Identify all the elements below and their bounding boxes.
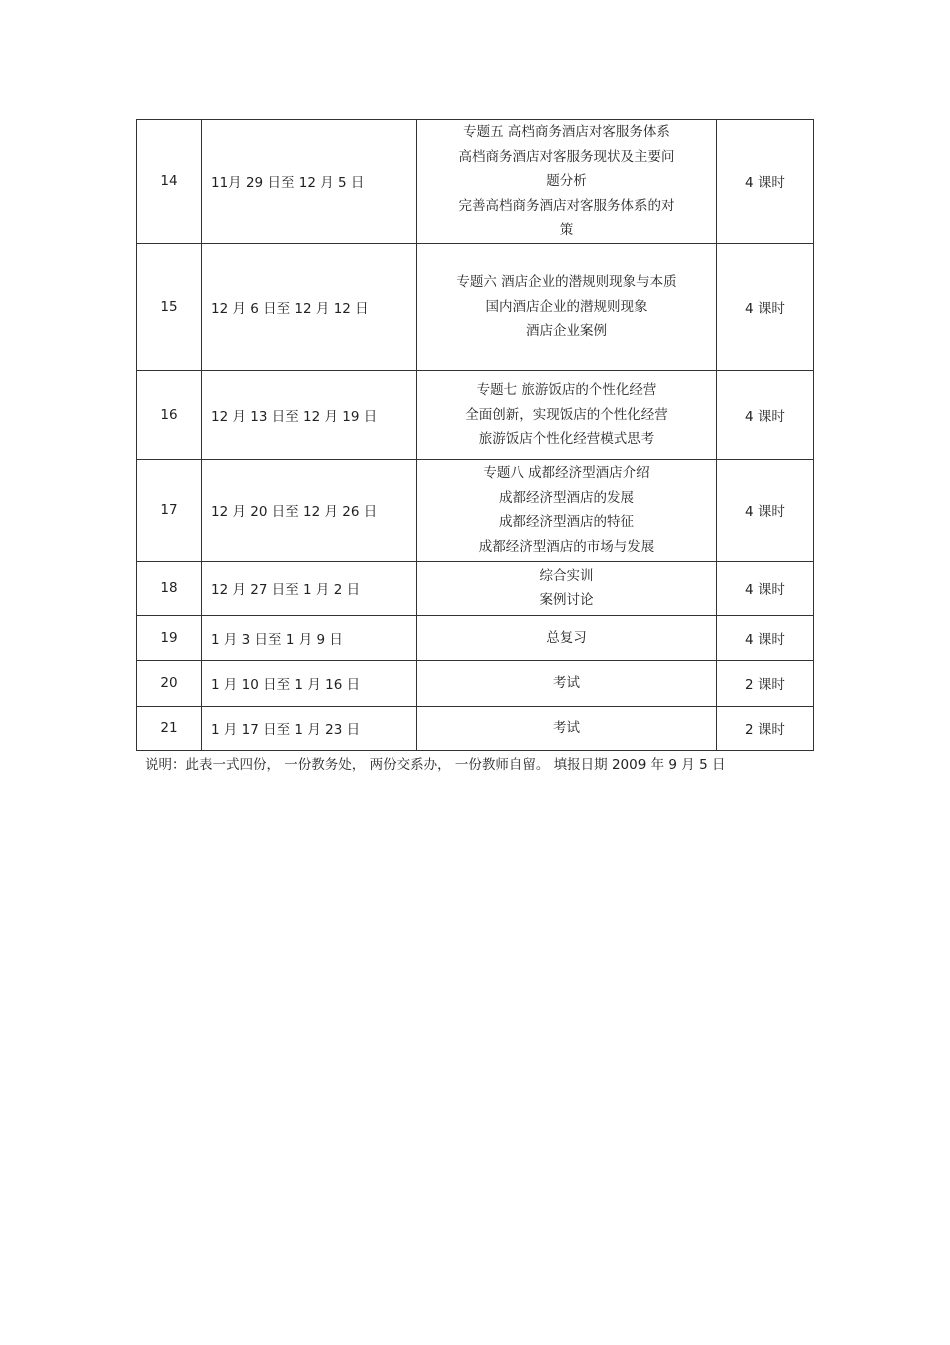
week-cell: 18	[137, 561, 202, 615]
topic-line: 案例讨论	[539, 592, 594, 609]
topic-line: 成都经济型酒店的发展	[499, 489, 634, 506]
topic-line: 高档商务酒店对客服务现状及主要问	[458, 148, 675, 165]
hours-cell: 4 课时	[717, 370, 814, 459]
hours-cell: 4 课时	[717, 243, 814, 370]
topic-line: 考试	[553, 675, 580, 692]
hours-cell: 2 课时	[717, 706, 814, 750]
table-row	[137, 615, 814, 660]
date-range-cell: 1 月 10 日至 1 月 16 日	[202, 660, 417, 706]
table-row	[137, 706, 814, 750]
topic-line: 考试	[553, 720, 580, 737]
topic-line: 策	[559, 222, 574, 239]
week-cell: 14	[137, 120, 202, 244]
topic-line: 酒店企业案例	[526, 323, 607, 340]
date-range-cell: 12 月 13 日至 12 月 19 日	[202, 370, 417, 459]
topic-line: 专题六 酒店企业的潜规则现象与本质	[456, 274, 677, 291]
footnote: 说明：此表一式四份， 一份教务处， 两份交系办， 一份教师自留。 填报日期 2009 年 9 月 5 日	[145, 757, 726, 773]
topic-cell	[417, 120, 717, 244]
week-cell: 17	[137, 459, 202, 561]
date-range-cell: 12 月 6 日至 12 月 12 日	[202, 243, 417, 370]
topic-line: 题分析	[546, 173, 587, 190]
table-row	[137, 660, 814, 706]
week-cell: 21	[137, 706, 202, 750]
topic-line: 专题八 成都经济型酒店介绍	[483, 465, 650, 482]
topic-line: 完善高档商务酒店对客服务体系的对	[458, 197, 675, 214]
topic-line: 成都经济型酒店的特征	[499, 514, 634, 531]
week-cell: 20	[137, 660, 202, 706]
topic-cell	[417, 660, 717, 706]
hours-cell: 4 课时	[717, 615, 814, 660]
topic-line: 专题七 旅游饭店的个性化经营	[476, 382, 657, 399]
topic-line: 成都经济型酒店的市场与发展	[478, 539, 655, 556]
schedule-table	[136, 119, 814, 751]
topic-line: 总复习	[546, 629, 587, 646]
date-range-cell: 1 月 17 日至 1 月 23 日	[202, 706, 417, 750]
hours-cell: 2 课时	[717, 660, 814, 706]
table-row	[137, 120, 814, 244]
topic-cell	[417, 561, 717, 615]
table-row	[137, 561, 814, 615]
table-row	[137, 459, 814, 561]
table-row	[137, 370, 814, 459]
date-range-cell: 11月 29 日至 12 月 5 日	[202, 120, 417, 244]
hours-cell: 4 课时	[717, 120, 814, 244]
hours-cell: 4 课时	[717, 459, 814, 561]
date-range-cell: 12 月 27 日至 1 月 2 日	[202, 561, 417, 615]
topic-cell	[417, 459, 717, 561]
hours-cell: 4 课时	[717, 561, 814, 615]
topic-line: 综合实训	[539, 567, 594, 584]
topic-cell	[417, 370, 717, 459]
date-range-cell: 1 月 3 日至 1 月 9 日	[202, 615, 417, 660]
topic-cell	[417, 243, 717, 370]
topic-cell	[417, 615, 717, 660]
table-row	[137, 243, 814, 370]
week-cell: 15	[137, 243, 202, 370]
date-range-cell: 12 月 20 日至 12 月 26 日	[202, 459, 417, 561]
topic-line: 专题五 高档商务酒店对客服务体系	[463, 124, 670, 140]
week-cell: 19	[137, 615, 202, 660]
topic-line: 国内酒店企业的潜规则现象	[485, 298, 648, 315]
week-cell: 16	[137, 370, 202, 459]
topic-line: 旅游饭店个性化经营模式思考	[478, 431, 655, 448]
topic-cell	[417, 706, 717, 750]
topic-line: 全面创新，实现饭店的个性化经营	[465, 406, 668, 423]
